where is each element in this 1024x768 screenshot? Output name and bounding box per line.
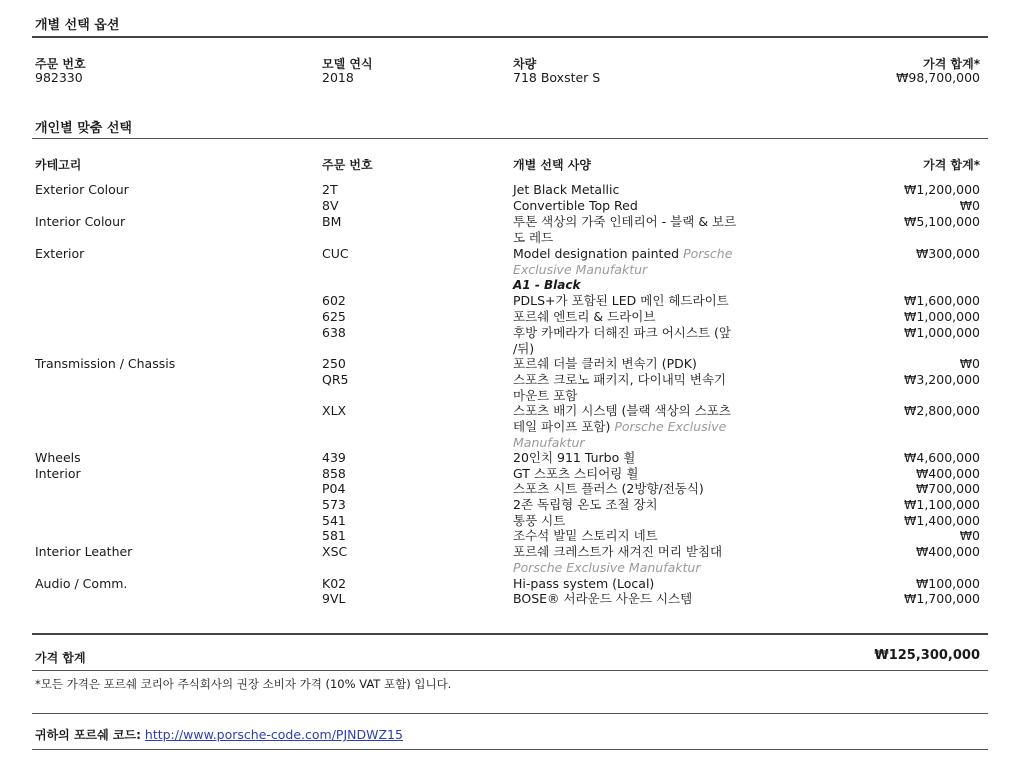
row-description: 20인치 911 Turbo 휠 (513, 450, 636, 465)
row-description: 포르쉐 엔트리 & 드라이브 (513, 309, 656, 324)
row-code: 541 (322, 513, 346, 528)
row-price: ₩300,000 (915, 246, 980, 261)
divider (32, 670, 988, 671)
row-category: Exterior Colour (35, 182, 129, 197)
row-code: 602 (322, 293, 346, 308)
row-price: ₩400,000 (915, 466, 980, 481)
header-vehicle: 차량 (513, 57, 537, 71)
row-code: 8V (322, 198, 339, 213)
row-price: ₩1,100,000 (904, 497, 980, 512)
row-price: ₩1,000,000 (904, 309, 980, 324)
row-code: 439 (322, 450, 346, 465)
total-label: 가격 합계 (35, 651, 86, 665)
row-price: ₩100,000 (915, 576, 980, 591)
row-code: CUC (322, 246, 349, 261)
row-description (513, 246, 732, 262)
row-price: ₩700,000 (915, 481, 980, 496)
row-description: Convertible Top Red (513, 198, 638, 213)
header-model-year: 모델 연식 (322, 57, 373, 71)
row-category: Exterior (35, 246, 85, 261)
row-category: Transmission / Chassis (35, 356, 176, 371)
order-no-value: 982330 (35, 70, 83, 85)
row-description-cont (513, 419, 726, 435)
header-order-no: 주문 번호 (35, 57, 86, 71)
row-price: ₩1,600,000 (904, 293, 980, 308)
row-price: ₩4,600,000 (904, 450, 980, 465)
divider (32, 633, 988, 635)
row-description: 스포츠 배기 시스템 (블랙 색상의 스포츠 (513, 403, 731, 418)
header-option: 개별 선택 사양 (513, 158, 591, 172)
row-description-cont: 도 레드 (513, 230, 554, 245)
row-code: 638 (322, 325, 346, 340)
divider (32, 749, 988, 750)
manufaktur-note: Porsche Exclusive Manufaktur (513, 560, 701, 575)
row-category: Wheels (35, 450, 81, 465)
manufaktur-note: Porsche Exclusive (614, 419, 727, 434)
row-description: 조수석 발밑 스토리지 네트 (513, 528, 658, 543)
row-price: ₩1,700,000 (904, 591, 980, 606)
row-code: 581 (322, 528, 346, 543)
row-price: ₩400,000 (915, 544, 980, 559)
row-code: 250 (322, 356, 346, 371)
porsche-code-label: 귀하의 포르쉐 코드: (35, 728, 141, 742)
manufaktur-note: Manufaktur (513, 435, 585, 450)
total-price: ₩125,300,000 (874, 648, 980, 663)
row-description: 스포츠 시트 플러스 (2방향/전동식) (513, 481, 704, 496)
row-description: 스포츠 크로노 패키지, 다이내믹 변속기 (513, 372, 727, 387)
row-code: 858 (322, 466, 346, 481)
row-price: ₩0 (959, 356, 980, 371)
row-description: 후방 카메라가 더해진 파크 어시스트 (앞 (513, 325, 731, 340)
row-price: ₩1,000,000 (904, 325, 980, 340)
header-category: 카테고리 (35, 158, 82, 172)
model-year-value: 2018 (322, 70, 354, 85)
row-description: Hi-pass system (Local) (513, 576, 655, 591)
row-description: PDLS+가 포함된 LED 메인 헤드라이트 (513, 293, 729, 308)
row-description: 통풍 시트 (513, 513, 566, 528)
vehicle-value: 718 Boxster S (513, 70, 601, 85)
row-code: 9VL (322, 591, 346, 606)
row-price: ₩2,800,000 (904, 403, 980, 418)
row-code: XSC (322, 544, 348, 559)
row-code: K02 (322, 576, 347, 591)
row-description: Jet Black Metallic (513, 182, 620, 197)
row-category: Interior (35, 466, 81, 481)
row-description-text: Model designation painted (513, 246, 680, 261)
manufaktur-note: Porsche (683, 246, 733, 261)
row-description: BOSE® 서라운드 사운드 시스템 (513, 591, 693, 606)
row-sub-option: A1 - Black (513, 278, 581, 292)
row-description: GT 스포츠 스티어링 휠 (513, 466, 639, 481)
row-code: 625 (322, 309, 346, 324)
row-price: ₩3,200,000 (904, 372, 980, 387)
base-price-value: ₩98,700,000 (896, 70, 980, 85)
section-title-options: 개별 선택 옵션 (35, 18, 120, 33)
row-price: ₩1,400,000 (904, 513, 980, 528)
row-description-text: 테일 파이프 포함) (513, 419, 611, 434)
row-code: P04 (322, 481, 346, 496)
row-price: ₩5,100,000 (904, 214, 980, 229)
row-category: Interior Leather (35, 544, 133, 559)
divider (32, 36, 988, 38)
row-code: XLX (322, 403, 347, 418)
row-code: 573 (322, 497, 346, 512)
row-price: ₩0 (959, 198, 980, 213)
section-title-personalization: 개인별 맞춤 선택 (35, 121, 132, 136)
row-code: 2T (322, 182, 338, 197)
porsche-code-line (35, 727, 403, 743)
row-description-cont: 마운트 포함 (513, 388, 578, 403)
row-price: ₩0 (959, 528, 980, 543)
header-price-total: 가격 합계* (923, 158, 980, 172)
footnote: *모든 가격은 포르쉐 코리아 주식회사의 권장 소비자 가격 (10% VAT 포함) 입니다. (35, 677, 452, 691)
row-code: BM (322, 214, 342, 229)
row-description: 포르쉐 크레스트가 새겨진 머리 받침대 (513, 544, 723, 559)
row-description: 투톤 색상의 가죽 인테리어 - 블랙 & 보르 (513, 214, 737, 229)
row-price: ₩1,200,000 (904, 182, 980, 197)
row-description: 포르쉐 더블 클러치 변속기 (PDK) (513, 356, 697, 371)
row-category: Interior Colour (35, 214, 126, 229)
row-code: QR5 (322, 372, 349, 387)
divider (32, 713, 988, 714)
header-order-no: 주문 번호 (322, 158, 373, 172)
header-price-total: 가격 합계* (923, 57, 980, 71)
divider (32, 138, 988, 139)
row-category: Audio / Comm. (35, 576, 128, 591)
manufaktur-note: Exclusive Manufaktur (513, 262, 648, 277)
porsche-code-link[interactable]: http://www.porsche-code.com/PJNDWZ15 (144, 727, 403, 742)
row-description-cont: /뒤) (513, 341, 535, 356)
row-description: 2존 독립형 온도 조절 장치 (513, 497, 658, 512)
